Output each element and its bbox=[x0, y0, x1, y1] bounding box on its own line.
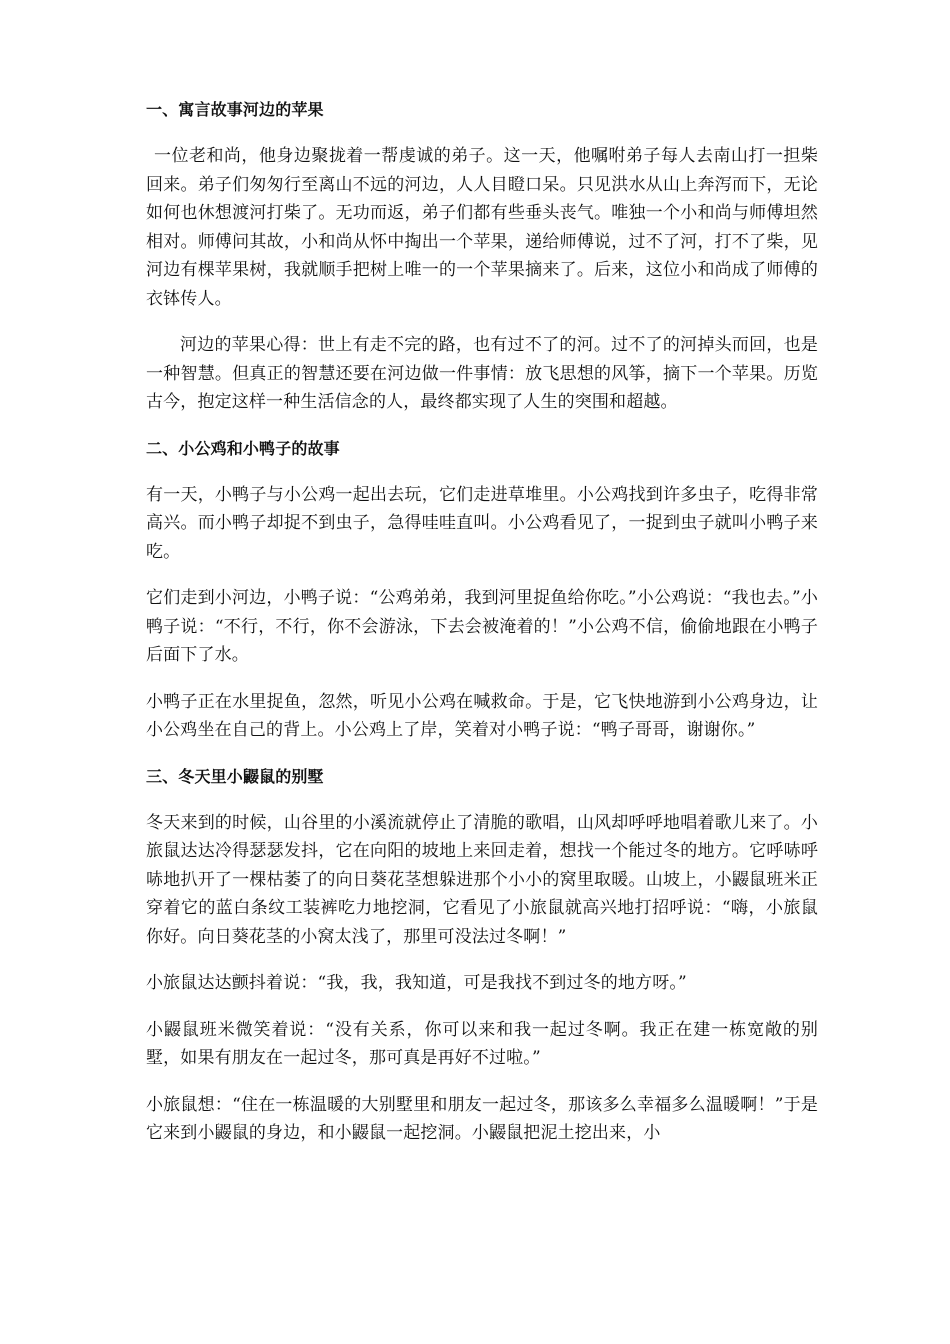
section-2-paragraph-1: 有一天，小鸭子与小公鸡一起出去玩，它们走进草堆里。小公鸡找到许多虫子，吃得非常高兴。而小鸭子却捉不到虫子，急得哇哇直叫。小公鸡看见了，一捉到虫子就叫小鸭子来吃。 bbox=[146, 484, 818, 562]
section-3-paragraph-4: 小旅鼠想：“住在一栋温暖的大别墅里和朋友一起过冬，那该多么幸福多么温暖啊！”于是它来到小鼹鼠的身边，和小鼹鼠一起挖洞。小鼹鼠把泥土挖出来，小 bbox=[146, 1094, 818, 1143]
document-page bbox=[146, 96, 818, 1148]
section-3-title: 三、冬天里小鼹鼠的别墅 bbox=[146, 766, 324, 786]
section-1-title: 一、寓言故事河边的苹果 bbox=[146, 100, 324, 119]
section-1-paragraph-1: 一位老和尚，他身边聚拢着一帮虔诚的弟子。这一天，他嘱咐弟子每人去南山打一担柴回来。弟子们匆匆行至离山不远的河边，人人目瞪口呆。只见洪水从山上奔泻而下，无论如何也休想渡河打柴了。无功而返，弟子们都有些垂头丧气。唯独一个小和尚与师傅坦然相对。师傅问其故，小和尚从怀中掏出一个苹果，递给师傅说，过不了河，打不了柴，见河边有棵苹果树，我就顺手把树上唯一的一个苹果摘来了。后来，这位小和尚成了师傅的衣钵传人。 bbox=[146, 146, 818, 309]
section-2-paragraph-2: 它们走到小河边，小鸭子说：“公鸡弟弟，我到河里捉鱼给你吃。”小公鸡说：“我也去。”小鸭子说：“不行，不行，你不会游泳，下去会被淹着的！”小公鸡不信，偷偷地跟在小鸭子后面下了水。 bbox=[146, 588, 818, 665]
section-2-title: 二、小公鸡和小鸭子的故事 bbox=[146, 438, 340, 458]
section-1-paragraph-2: 河边的苹果心得：世上有走不完的路，也有过不了的河。过不了的河掉头而回，也是一种智慧。但真正的智慧还要在河边做一件事情：放飞思想的风筝，摘下一个苹果。历览古今，抱定这样一种生活信念的人，最终都实现了人生的突围和超越。 bbox=[146, 335, 818, 412]
section-2-paragraph-3: 小鸭子正在水里捉鱼，忽然，听见小公鸡在喊救命。于是，它飞快地游到小公鸡身边，让小公鸡坐在自己的背上。小公鸡上了岸，笑着对小鸭子说：“鸭子哥哥，谢谢你。” bbox=[146, 691, 818, 740]
section-3-paragraph-3: 小鼹鼠班米微笑着说：“没有关系，你可以来和我一起过冬啊。我正在建一栋宽敞的别墅，如果有朋友在一起过冬，那可真是再好不过啦。” bbox=[146, 1019, 818, 1068]
section-3-paragraph-2: 小旅鼠达达颤抖着说：“我，我，我知道，可是我找不到过冬的地方呀。” bbox=[146, 973, 687, 993]
section-3-paragraph-1: 冬天来到的时候，山谷里的小溪流就停止了清脆的歌唱，山风却呼呼地唱着歌儿来了。小旅鼠达达冷得瑟瑟发抖，它在向阳的坡地上来回走着，想找一个能过冬的地方。它呼哧呼哧地扒开了一棵枯萎了的向日葵花茎想躲进那个小小的窝里取暖。山坡上，小鼹鼠班米正穿着它的蓝白条纹工装裤吃力地挖洞，它看见了小旅鼠就高兴地打招呼说：“嗨，小旅鼠你好。向日葵花茎的小窝太浅了，那里可没法过冬啊！” bbox=[146, 812, 818, 947]
